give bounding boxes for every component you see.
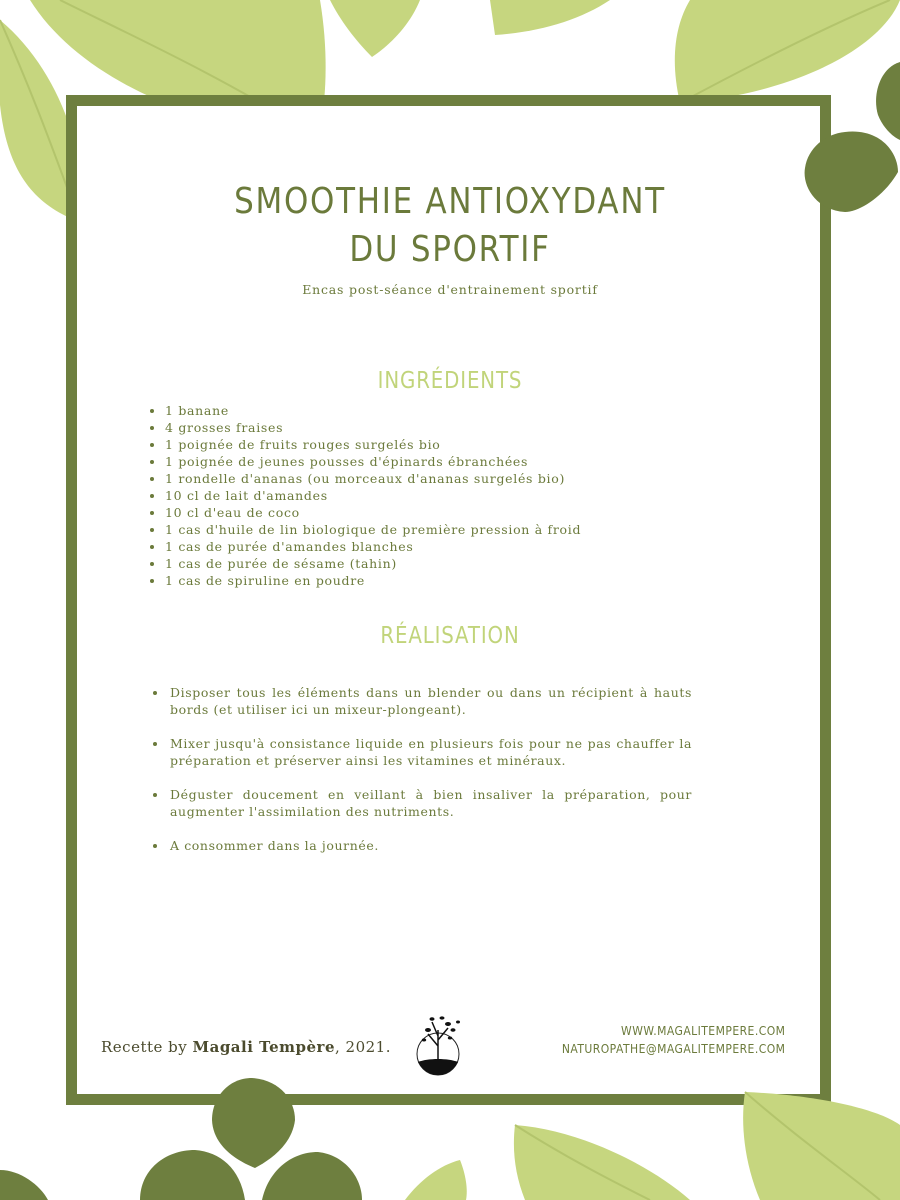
ingredient-item: 4 grosses fraises [148, 419, 581, 436]
ingredients-list [148, 402, 581, 589]
recipe-credit [101, 1038, 391, 1056]
realisation-steps [152, 684, 692, 871]
ingredient-item: 10 cl de lait d'amandes [148, 487, 581, 504]
step-item: A consommer dans la journée. [152, 837, 692, 854]
recipe-title-line2: DU SPORTIF [349, 229, 551, 270]
contact-block [561, 1022, 785, 1058]
ingredient-item: 1 cas de spiruline en poudre [148, 572, 581, 589]
ingredient-item: 1 poignée de fruits rouges surgelés bio [148, 436, 581, 453]
recipe-title [63, 178, 837, 274]
credit-suffix: , 2021. [334, 1038, 391, 1056]
website-link[interactable]: WWW.MAGALITEMPERE.COM [620, 1024, 785, 1038]
step-item: Disposer tous les éléments dans un blender ou dans un récipient à hauts bords (et utiliser ici un mixeur-plongeant). [152, 684, 692, 718]
realisation-heading: RÉALISATION [380, 623, 520, 649]
recipe-title-line1: SMOOTHIE ANTIOXYDANT [234, 181, 666, 222]
ingredient-item: 1 banane [148, 402, 581, 419]
step-item: Mixer jusqu'à consistance liquide en plusieurs fois pour ne pas chauffer la préparation et préserver ainsi les vitamines et minéraux. [152, 735, 692, 769]
ingredient-item: 1 cas de purée de sésame (tahin) [148, 555, 581, 572]
step-item: Déguster doucement en veillant à bien insaliver la préparation, pour augmenter l'assimilation des nutriments. [152, 786, 692, 820]
ingredient-item: 10 cl d'eau de coco [148, 504, 581, 521]
ingredient-item: 1 cas d'huile de lin biologique de première pression à froid [148, 521, 581, 538]
ingredients-heading: INGRÉDIENTS [377, 368, 523, 394]
ingredient-item: 1 poignée de jeunes pousses d'épinards ébranchées [148, 453, 581, 470]
credit-author: Magali Tempère [192, 1038, 335, 1056]
ingredient-item: 1 rondelle d'ananas (ou morceaux d'ananas surgelés bio) [148, 470, 581, 487]
tree-logo-icon [410, 1010, 470, 1078]
email-link[interactable]: NATUROPATHE@MAGALITEMPERE.COM [561, 1042, 785, 1056]
credit-prefix: Recette by [101, 1038, 193, 1056]
ingredient-item: 1 cas de purée d'amandes blanches [148, 538, 581, 555]
recipe-subtitle: Encas post-séance d'entrainement sportif [302, 282, 598, 297]
